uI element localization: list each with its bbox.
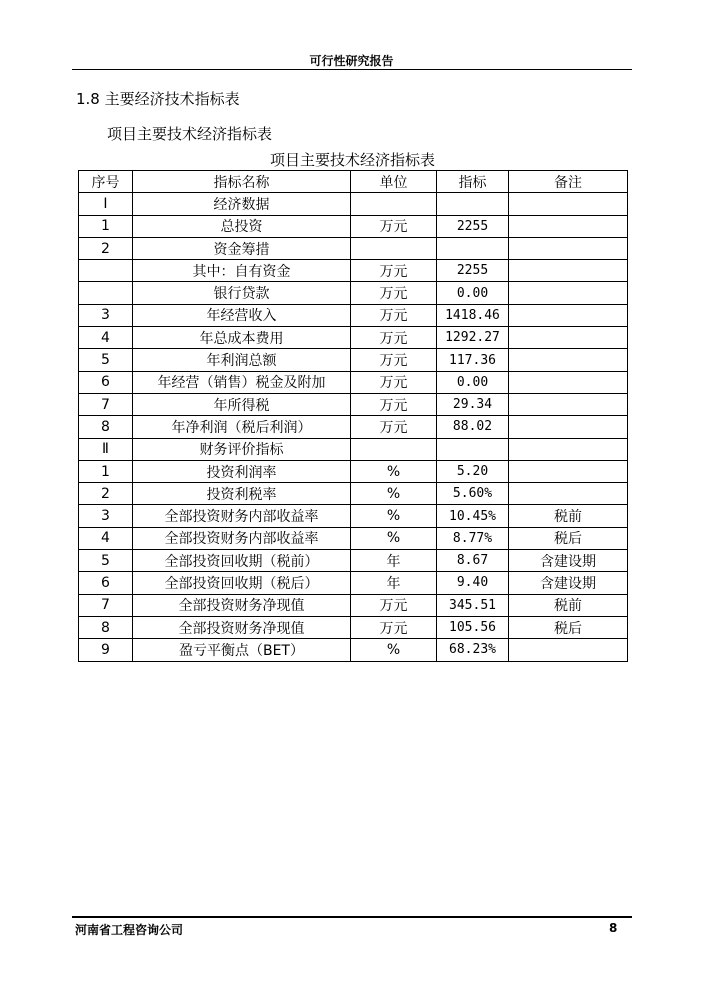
table-row — [79, 237, 628, 259]
header-divider — [72, 69, 632, 70]
row-index-cell — [79, 260, 133, 282]
unit-cell: % — [351, 460, 437, 482]
row-index-cell: 6 — [79, 371, 133, 393]
table-row — [79, 527, 628, 549]
table-row — [79, 327, 628, 349]
value-cell — [437, 237, 509, 259]
column-header-note: 备注 — [509, 171, 628, 193]
unit-cell: 万元 — [351, 215, 437, 237]
table-row — [79, 505, 628, 527]
table-row — [79, 193, 628, 215]
page-header-title: 可行性研究报告 — [309, 54, 394, 68]
unit-cell: 万元 — [351, 282, 437, 304]
indicator-name-cell: 年利润总额 — [133, 349, 351, 371]
value-cell: 10.45% — [437, 505, 509, 527]
table-row — [79, 572, 628, 594]
table-row — [79, 371, 628, 393]
table-row — [79, 304, 628, 326]
indicator-name-cell: 全部投资回收期（税前） — [133, 550, 351, 572]
note-cell — [509, 393, 628, 415]
value-cell: 8.67 — [437, 550, 509, 572]
row-index-cell: 1 — [79, 460, 133, 482]
value-cell: 5.60% — [437, 483, 509, 505]
value-cell: 1292.27 — [437, 327, 509, 349]
value-cell: 0.00 — [437, 282, 509, 304]
table-row — [79, 639, 628, 661]
table-row — [79, 483, 628, 505]
unit-cell: % — [351, 527, 437, 549]
unit-cell: 万元 — [351, 393, 437, 415]
note-cell — [509, 438, 628, 460]
value-cell: 5.20 — [437, 460, 509, 482]
table-intro-text: 项目主要技术经济指标表 — [107, 125, 273, 143]
indicator-name-cell: 年经营收入 — [133, 304, 351, 326]
row-index-cell: 2 — [79, 483, 133, 505]
note-cell: 含建设期 — [509, 572, 628, 594]
table-body — [79, 193, 628, 661]
row-index-cell: 3 — [79, 505, 133, 527]
table-row — [79, 393, 628, 415]
note-cell — [509, 215, 628, 237]
value-cell: 29.34 — [437, 393, 509, 415]
table-row — [79, 349, 628, 371]
unit-cell: 万元 — [351, 260, 437, 282]
row-index-cell: 2 — [79, 237, 133, 259]
unit-cell: 万元 — [351, 327, 437, 349]
table-caption: 项目主要技术经济指标表 — [269, 151, 435, 169]
note-cell — [509, 483, 628, 505]
note-cell — [509, 416, 628, 438]
indicator-name-cell: 总投资 — [133, 215, 351, 237]
note-cell — [509, 349, 628, 371]
value-cell: 9.40 — [437, 572, 509, 594]
row-index-cell: Ⅰ — [79, 193, 133, 215]
row-index-cell: 8 — [79, 616, 133, 638]
indicator-name-cell: 全部投资财务净现值 — [133, 616, 351, 638]
indicator-name-cell: 年经营（销售）税金及附加 — [133, 371, 351, 393]
note-cell — [509, 282, 628, 304]
indicator-name-cell: 投资利税率 — [133, 483, 351, 505]
note-cell — [509, 304, 628, 326]
value-cell — [437, 193, 509, 215]
value-cell: 105.56 — [437, 616, 509, 638]
indicator-name-cell: 盈亏平衡点（BET） — [133, 639, 351, 661]
row-index-cell: 5 — [79, 349, 133, 371]
unit-cell: % — [351, 639, 437, 661]
indicator-name-cell: 其中：自有资金 — [133, 260, 351, 282]
unit-cell — [351, 438, 437, 460]
indicator-name-cell: 全部投资财务净现值 — [133, 594, 351, 616]
column-header-value: 指标 — [437, 171, 509, 193]
column-header-unit: 单位 — [351, 171, 437, 193]
table-header-row — [79, 171, 628, 193]
unit-cell: 万元 — [351, 416, 437, 438]
row-index-cell: 6 — [79, 572, 133, 594]
value-cell: 8.77% — [437, 527, 509, 549]
unit-cell: % — [351, 483, 437, 505]
footer-company-name: 河南省工程咨询公司 — [75, 923, 184, 937]
indicator-name-cell: 财务评价指标 — [133, 438, 351, 460]
row-index-cell: 9 — [79, 639, 133, 661]
note-cell — [509, 237, 628, 259]
row-index-cell: 3 — [79, 304, 133, 326]
note-cell — [509, 639, 628, 661]
indicator-name-cell: 年总成本费用 — [133, 327, 351, 349]
indicator-name-cell: 经济数据 — [133, 193, 351, 215]
value-cell: 68.23% — [437, 639, 509, 661]
row-index-cell: 8 — [79, 416, 133, 438]
unit-cell: 万元 — [351, 304, 437, 326]
table-row — [79, 260, 628, 282]
unit-cell: 万元 — [351, 616, 437, 638]
table-row — [79, 416, 628, 438]
unit-cell: 万元 — [351, 349, 437, 371]
row-index-cell: 4 — [79, 327, 133, 349]
indicator-name-cell: 银行贷款 — [133, 282, 351, 304]
row-index-cell: 7 — [79, 594, 133, 616]
indicator-name-cell: 资金筹措 — [133, 237, 351, 259]
indicator-name-cell: 全部投资财务内部收益率 — [133, 505, 351, 527]
value-cell: 345.51 — [437, 594, 509, 616]
section-title: 1.8 主要经济技术指标表 — [76, 90, 240, 108]
column-header-name: 指标名称 — [133, 171, 351, 193]
note-cell — [509, 371, 628, 393]
indicator-name-cell: 投资利润率 — [133, 460, 351, 482]
unit-cell: 年 — [351, 550, 437, 572]
indicator-name-cell: 全部投资财务内部收益率 — [133, 527, 351, 549]
note-cell: 税前 — [509, 505, 628, 527]
note-cell: 含建设期 — [509, 550, 628, 572]
row-index-cell — [79, 282, 133, 304]
indicator-name-cell: 全部投资回收期（税后） — [133, 572, 351, 594]
indicators-table — [78, 170, 628, 662]
unit-cell: 年 — [351, 572, 437, 594]
table-row — [79, 438, 628, 460]
note-cell — [509, 193, 628, 215]
value-cell: 2255 — [437, 215, 509, 237]
value-cell — [437, 438, 509, 460]
row-index-cell: 7 — [79, 393, 133, 415]
unit-cell: % — [351, 505, 437, 527]
note-cell: 税后 — [509, 616, 628, 638]
table-row — [79, 215, 628, 237]
footer-divider — [72, 916, 632, 918]
unit-cell — [351, 193, 437, 215]
indicator-name-cell: 年净利润（税后利润） — [133, 416, 351, 438]
row-index-cell: Ⅱ — [79, 438, 133, 460]
value-cell: 0.00 — [437, 371, 509, 393]
column-header-index: 序号 — [79, 171, 133, 193]
value-cell: 2255 — [437, 260, 509, 282]
table-row — [79, 616, 628, 638]
table-row — [79, 550, 628, 572]
unit-cell — [351, 237, 437, 259]
note-cell — [509, 460, 628, 482]
row-index-cell: 4 — [79, 527, 133, 549]
table-row — [79, 282, 628, 304]
table-row — [79, 460, 628, 482]
unit-cell: 万元 — [351, 371, 437, 393]
value-cell: 88.02 — [437, 416, 509, 438]
row-index-cell: 1 — [79, 215, 133, 237]
unit-cell: 万元 — [351, 594, 437, 616]
table-row — [79, 594, 628, 616]
footer-page-number: 8 — [609, 921, 618, 935]
value-cell: 117.36 — [437, 349, 509, 371]
note-cell — [509, 327, 628, 349]
indicator-name-cell: 年所得税 — [133, 393, 351, 415]
note-cell: 税后 — [509, 527, 628, 549]
note-cell: 税前 — [509, 594, 628, 616]
row-index-cell: 5 — [79, 550, 133, 572]
value-cell: 1418.46 — [437, 304, 509, 326]
note-cell — [509, 260, 628, 282]
